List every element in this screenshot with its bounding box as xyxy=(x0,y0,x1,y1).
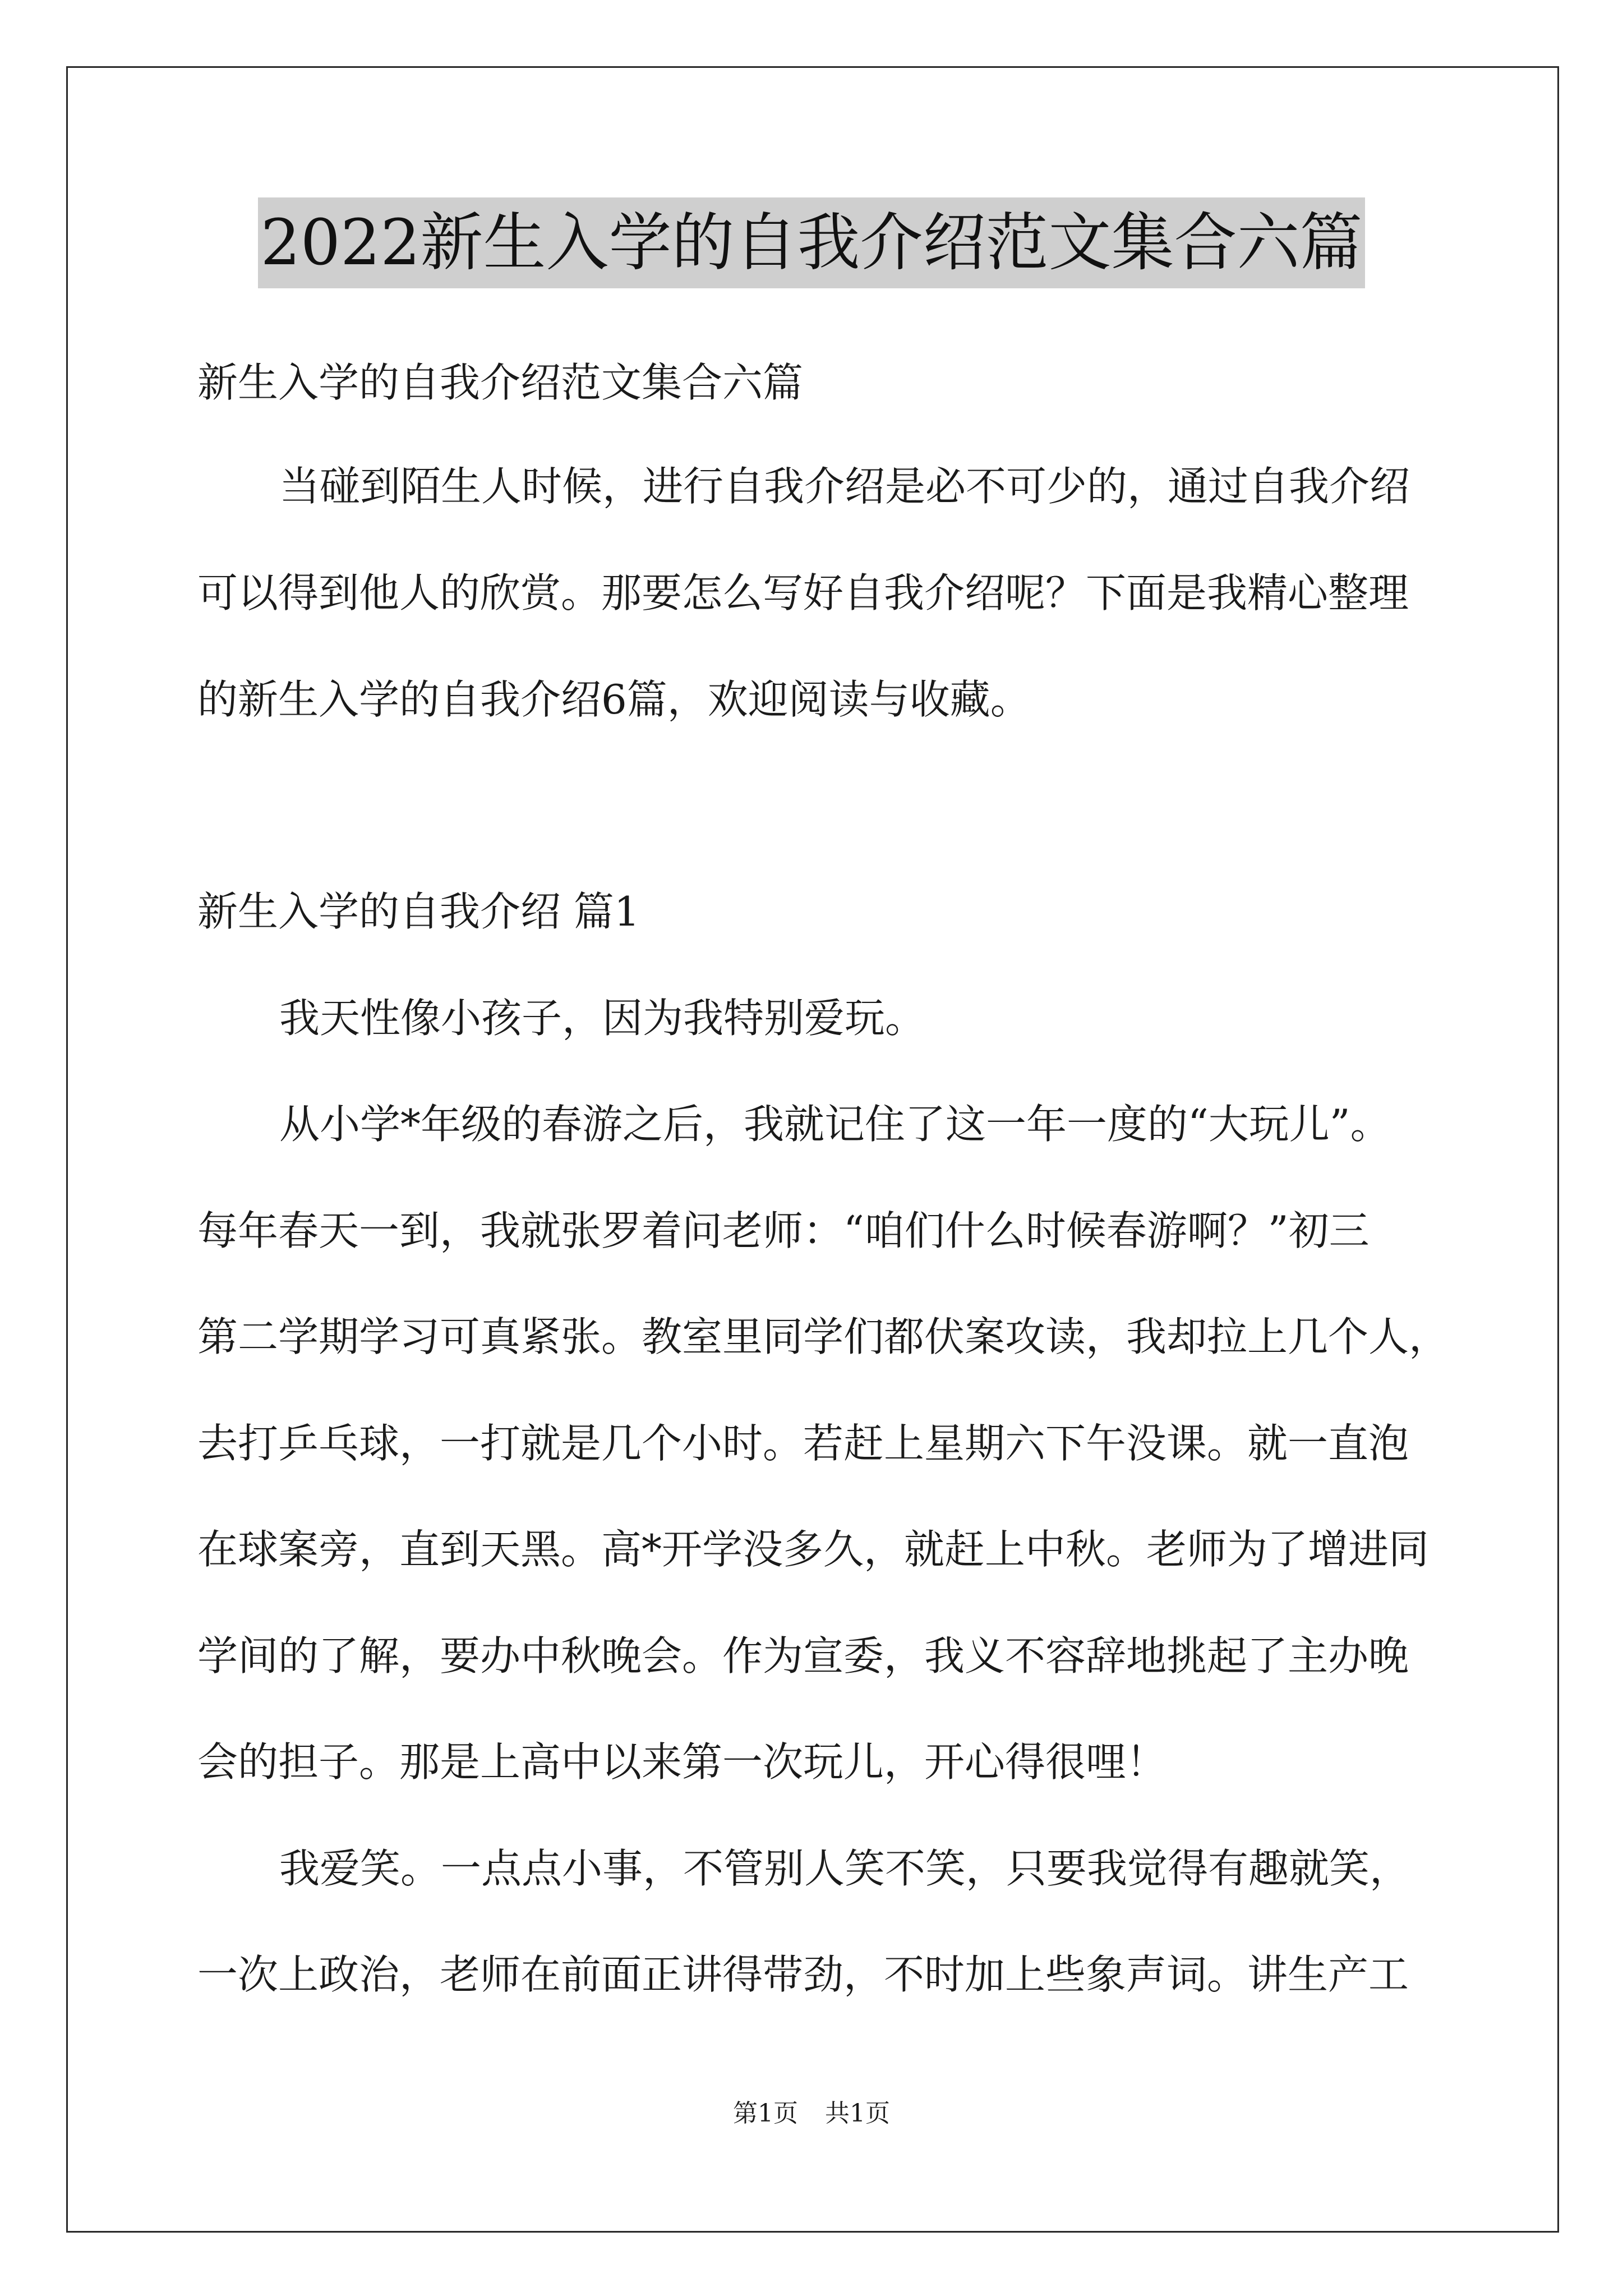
body-line-4: 第二学期学习可真紧张。教室里同学们都伏案攻读，我却拉上几个人， xyxy=(197,1313,1450,1360)
body-line-3: 每年春天一到，我就张罗着问老师：“咱们什么时候春游啊？”初三 xyxy=(197,1207,1370,1254)
body-line-1: 我天性像小孩子，因为我特别爱玩。 xyxy=(279,995,926,1042)
section-heading: 新生入学的自我介绍 篇1 xyxy=(197,888,640,935)
body-line-6: 在球案旁，直到天黑。高*开学没多久，就赶上中秋。老师为了增进同 xyxy=(197,1526,1430,1573)
body-line-9: 我爱笑。一点点小事，不管别人笑不笑，只要我觉得有趣就笑， xyxy=(279,1845,1410,1892)
title-container xyxy=(0,197,1623,288)
body-line-2: 从小学*年级的春游之后，我就记住了这一年一度的“大玩儿”。 xyxy=(279,1101,1391,1148)
document-subtitle: 新生入学的自我介绍范文集合六篇 xyxy=(197,359,804,406)
page-number: 第1页 xyxy=(733,2099,798,2128)
intro-line-1: 当碰到陌生人时候，进行自我介绍是必不可少的，通过自我介绍 xyxy=(279,463,1410,510)
intro-line-3: 的新生入学的自我介绍6篇，欢迎阅读与收藏。 xyxy=(197,676,1031,723)
intro-line-2: 可以得到他人的欣赏。那要怎么写好自我介绍呢？下面是我精心整理 xyxy=(197,569,1409,616)
page-footer xyxy=(0,2097,1623,2131)
page-total: 共1页 xyxy=(825,2099,890,2128)
body-line-8: 会的担子。那是上高中以来第一次玩儿，开心得很哩！ xyxy=(197,1738,1167,1786)
body-line-7: 学间的了解，要办中秋晚会。作为宣委，我义不容辞地挑起了主办晚 xyxy=(197,1632,1409,1680)
body-line-10: 一次上政治，老师在前面正讲得带劲，不时加上些象声词。讲生产工 xyxy=(197,1951,1409,1998)
document-title: 2022新生入学的自我介绍范文集合六篇 xyxy=(258,197,1364,288)
body-line-5: 去打乒乓球，一打就是几个小时。若赶上星期六下午没课。就一直泡 xyxy=(197,1420,1409,1467)
